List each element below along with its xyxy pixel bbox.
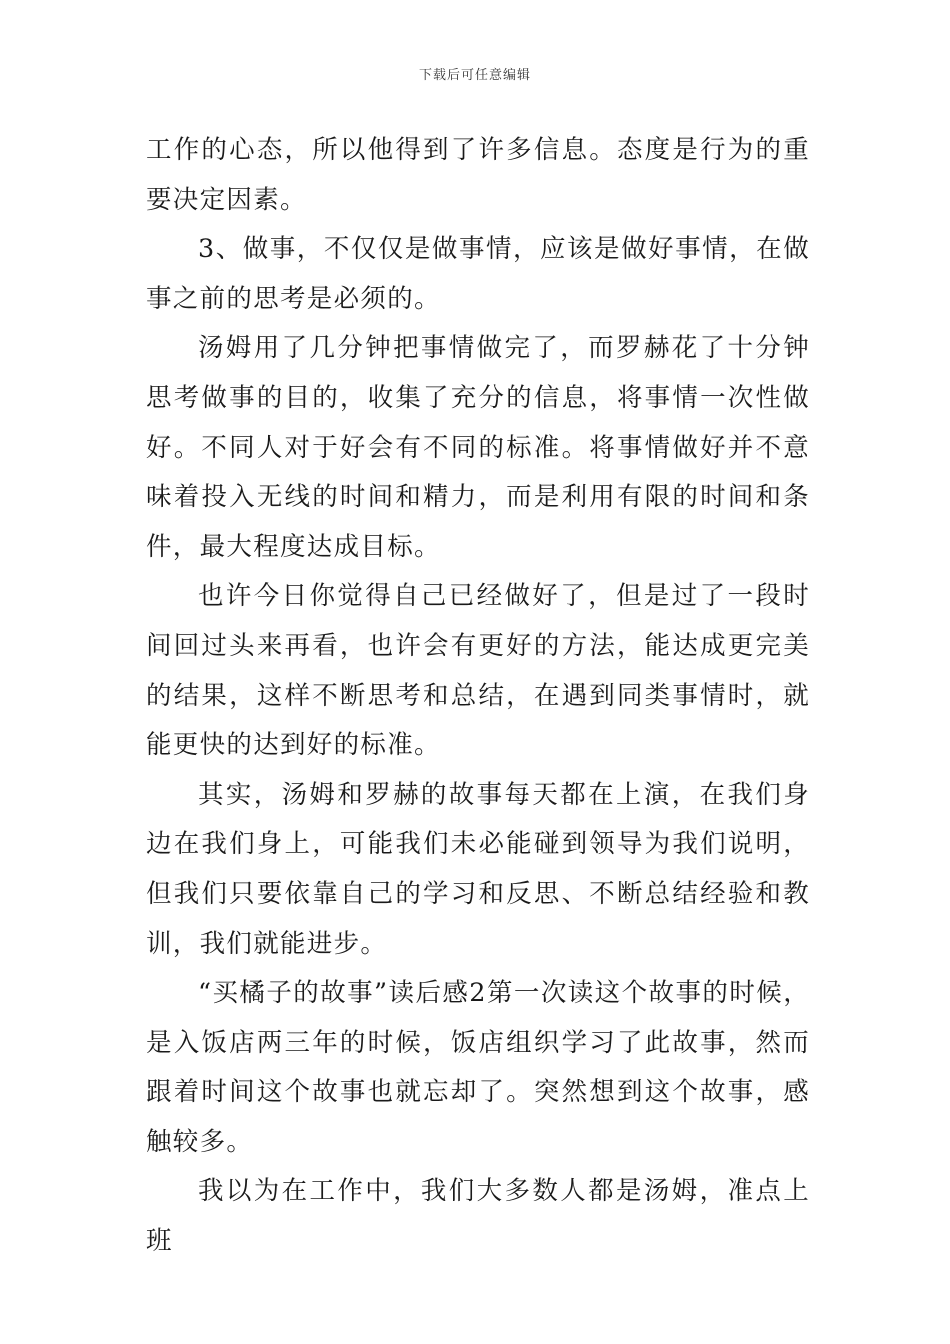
paragraph-3: 汤姆用了几分钟把事情做完了，而罗赫花了十分钟思考做事的目的，收集了充分的信息，将事情一次性做好。不同人对于好会有不同的标准。将事情做好并不意味着投入无线的时间和精力，而是利用有限的时间和条件，最大程度达成目标。 — [146, 333, 810, 562]
paragraph-6: “买橘子的故事”读后感2第一次读这个故事的时候，是入饭店两三年的时候，饭店组织学习了此故事，然而跟着时间这个故事也就忘却了。突然想到这个故事，感触较多。 — [146, 978, 810, 1157]
paragraph-7: 我以为在工作中，我们大多数人都是汤姆，准点上班 — [146, 1176, 810, 1257]
paragraph-1: 工作的心态，所以他得到了许多信息。态度是行为的重要决定因素。 — [146, 135, 810, 215]
paragraph-5: 其实，汤姆和罗赫的故事每天都在上演，在我们身边在我们身上，可能我们未必能碰到领导为我们说明，但我们只要依靠自己的学习和反思、不断总结经验和教训，我们就能进步。 — [146, 779, 810, 959]
page-header: 下载后可任意编辑 — [418, 68, 531, 83]
paragraph-2: 3、做事，不仅仅是做事情，应该是做好事情，在做事之前的思考是必须的。 — [146, 234, 810, 314]
paragraph-4: 也许今日你觉得自己已经做好了，但是过了一段时间回过头来再看，也许会有更好的方法，能达成更完美的结果，这样不断思考和总结，在遇到同类事情时，就能更快的达到好的标准。 — [146, 581, 810, 761]
document-body — [146, 126, 810, 1267]
